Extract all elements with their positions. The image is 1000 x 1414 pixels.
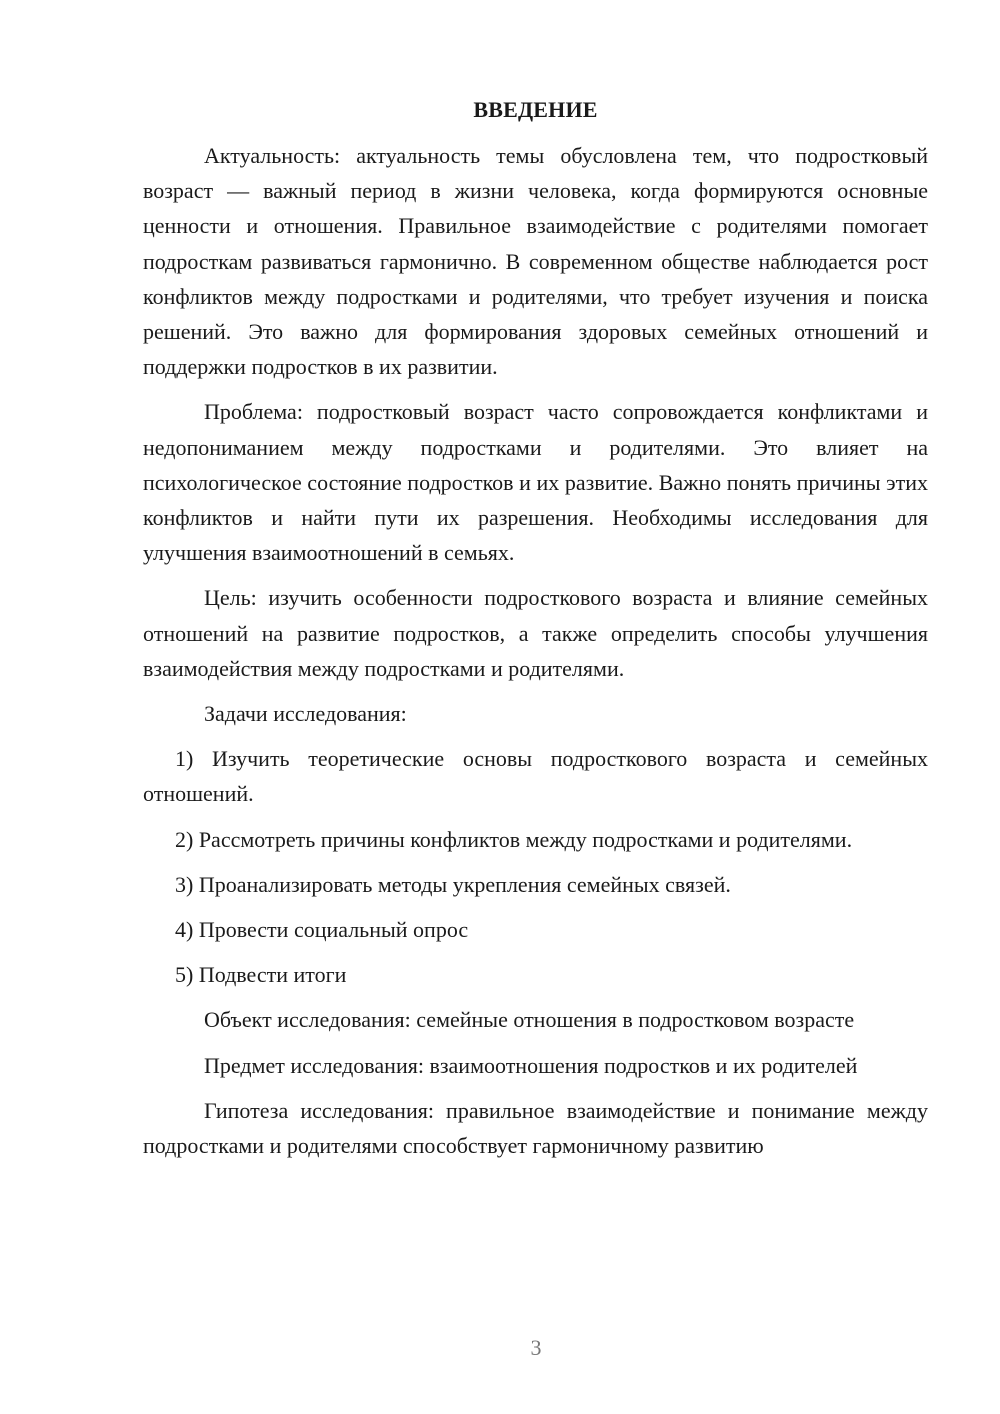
- document-body: [143, 94, 928, 1163]
- task-item-5: 5) Подвести итоги: [175, 962, 347, 988]
- task-item-4: 4) Провести социальный опрос: [175, 917, 469, 943]
- paragraph-object: Объект исследования: семейные отношения в подростковом возрасте: [204, 1007, 855, 1033]
- tasks-heading: Задачи исследования:: [204, 701, 407, 727]
- paragraph-subject: Предмет исследования: взаимоотношения подростков и их родителей: [204, 1052, 858, 1078]
- paragraph-problem: Проблема: подростковый возраст часто сопровождается конфликтами и недопониманием между подростками и родителями. Это влияет на психологическое состояние подростков и их развитие. Важно понять причины этих конфликтов и найти пути их разрешения. Необходимы исследования для улучшения взаимоотношений в семьях.: [143, 399, 928, 566]
- task-item-1: 1) Изучить теоретические основы подросткового возраста и семейных отношений.: [143, 746, 928, 807]
- section-title: ВВЕДЕНИЕ: [473, 97, 598, 122]
- paragraph-goal: Цель: изучить особенности подросткового возраста и влияние семейных отношений на развитие подростков, а также определить способы улучшения взаимодействия между подростками и родителями.: [143, 585, 928, 681]
- task-item-3: 3) Проанализировать методы укрепления семейных связей.: [175, 871, 731, 897]
- paragraph-relevance: Актуальность: актуальность темы обусловлена тем, что подростковый возраст — важный период в жизни человека, когда формируются основные ценности и отношения. Правильное взаимодействие с родителями помогает подросткам развиваться гармонично. В современном обществе наблюдается рост конфликтов между подростками и родителями, что требует изучения и поиска решений. Это важно для формирования здоровых семейных отношений и поддержки подростков в их развитии.: [143, 143, 928, 380]
- paragraph-hypothesis: Гипотеза исследования: правильное взаимодействие и понимание между подростками и родителями способствует гармоничному развитию: [143, 1097, 928, 1159]
- task-item-2: 2) Рассмотреть причины конфликтов между подростками и родителями.: [175, 826, 853, 852]
- page-number: 3: [530, 1335, 542, 1360]
